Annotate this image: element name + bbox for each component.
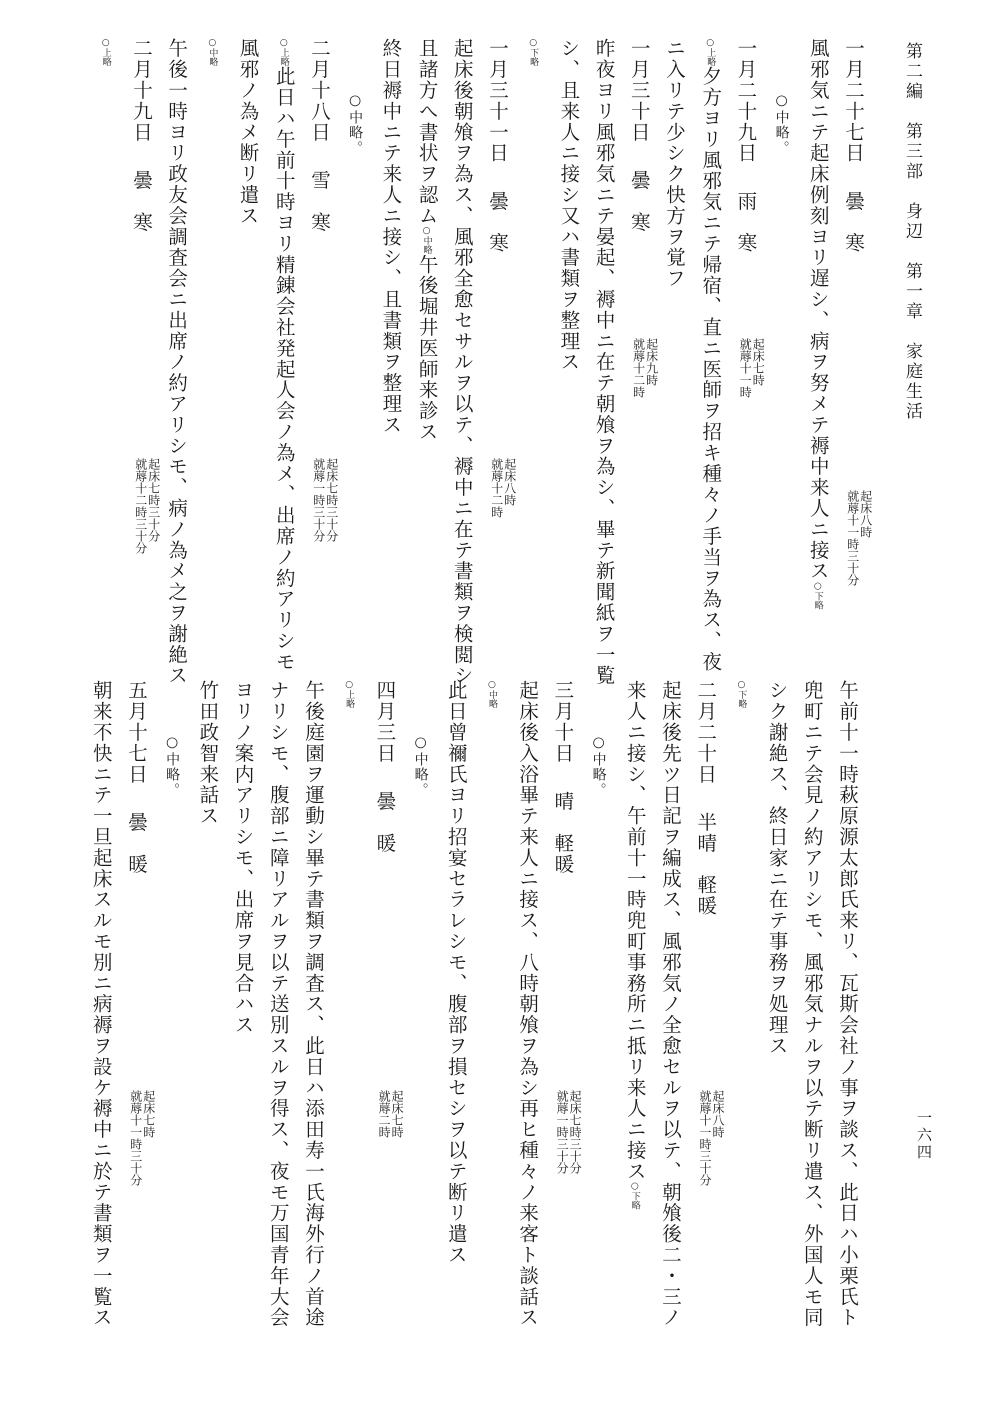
entry-text: 此日曾禰氏ヨリ招宴セラレシモ、腹部ヲ損セシヲ以テ断リ遣ス <box>444 680 468 1266</box>
omission-mark: ○中略。 <box>164 734 181 799</box>
omission-mark: ○中略。 <box>347 92 364 157</box>
wake-bed-note: 起床七時 就蓐二時 <box>377 1090 405 1138</box>
running-title: 第二編 第三部 身辺 第一章 家庭生活 <box>902 42 922 422</box>
omission-mark: ○中略。 <box>412 734 429 799</box>
entry-text: 昨夜ヨリ風邪気ニテ晏起、褥中ニ在テ朝飧ヲ為シ、畢テ新聞紙ヲ一覧 <box>592 38 616 686</box>
upper-diary-block <box>88 38 873 686</box>
entry-text: 兜町ニテ会見ノ約アリシモ、風邪気ナルヲ以テ断リ遣ス、外国人モ同 <box>800 680 824 1328</box>
entry-text: 竹田政智来話ス <box>196 680 220 827</box>
wake-bed-note: 起床七時三十分 就蓐一時三十分 <box>555 1090 583 1174</box>
omission-mark: ○上略 <box>344 680 355 708</box>
entry-heading: 二月十八日雪 寒 起床七時三十分 就蓐一時三十分 <box>307 38 339 542</box>
entry-text: 午後庭園ヲ運動シ畢テ書類ヲ調査ス、此日ハ添田寿一氏海外行ノ首途 <box>301 680 325 1328</box>
entry-text: ナリシモ、腹部ニ障リアルヲ以テ送別スルヲ得ス、夜モ万国青年大会 <box>266 680 290 1328</box>
wake-bed-note: 起床七時三十分 就蓐十二時三十分 <box>133 458 161 554</box>
entry-text: 朝来不快ニテ一旦起床スルモ別ニ病褥ヲ設ケ褥中ニ於テ書類ヲ一覧ス <box>89 680 113 1328</box>
page-number: 一六四 <box>915 1110 933 1161</box>
entry-heading: 二月十九日曇 寒 起床七時三十分 就蓐十二時三十分 <box>129 38 161 554</box>
entry-heading: 一月三十一日曇 寒 起床八時 就蓐十二時 <box>485 38 517 518</box>
wake-bed-note: 起床八時 就蓐十二時 <box>489 458 517 518</box>
entry-heading: 一月三十日曇 寒 起床九時 就蓐十二時 <box>627 38 659 398</box>
entry-text: シ、且来人ニ接シ又ハ書類ヲ整理ス <box>557 38 581 373</box>
omission-mark: ○下略 <box>528 38 539 66</box>
omission-mark: ○中略。 <box>590 734 607 799</box>
wake-bed-note: 起床七時三十分 就蓐一時三十分 <box>311 458 339 542</box>
entry-text: ○上略此日ハ午前十時ヨリ精錬会社発起人会ノ為メ、出席ノ約アリシモ <box>272 38 296 673</box>
entry-text: 午後一時ヨリ政友会調査会ニ出席ノ約アリシモ、病ノ為メ之ヲ謝絶ス <box>165 38 189 686</box>
entry-text: ○上略夕方ヨリ風邪気ニテ帰宿、直ニ医師ヲ招キ種々ノ手当ヲ為ス、夜 <box>699 38 723 673</box>
entry-heading: 五月十七日曇 暖 起床七時 就蓐十一時三十分 <box>124 680 156 1186</box>
entry-text: 午前十一時萩原源太郎氏来リ、瓦斯会社ノ事ヲ談ス、此日ハ小栗氏ト <box>836 680 859 1328</box>
wake-bed-note: 起床八時 就蓐十一時三十分 <box>845 490 873 586</box>
lower-diary-block <box>84 680 865 1370</box>
wake-bed-note: 起床七時 就蓐十一時 <box>738 338 766 398</box>
entry-text: 且諸方へ書状ヲ認ム○中略午後堀井医師来診ス <box>415 38 439 443</box>
wake-bed-note: 起床九時 就蓐十二時 <box>631 338 659 398</box>
entry-heading: 四月三日曇 暖 起床七時 就蓐二時 <box>373 680 405 1138</box>
entry-heading: 一月二十九日雨 寒 起床七時 就蓐十一時 <box>734 38 766 398</box>
entry-text: 来人ニ接シ、午前十一時兜町事務所ニ抵リ来人ニ接ス○下略 <box>623 680 647 1210</box>
entry-heading: 一月二十七日曇 寒 起床八時 就蓐十一時三十分 <box>842 38 873 586</box>
entry-text: ニ入リテ少シク快方ヲ覚フ <box>662 38 686 289</box>
entry-text: 風邪ノ為メ断リ遣ス <box>236 38 260 227</box>
entry-heading: 二月二十日半晴 軽暖 起床八時 就蓐十一時三十分 <box>694 680 725 1186</box>
entry-text: 起床後先ツ日記ヲ編成ス、風邪気ノ全愈セルヲ以テ、朝飧後二・三ノ <box>658 680 682 1328</box>
entry-text: 起床後入浴畢テ来人ニ接ス、八時朝飧ヲ為シ再ヒ種々ノ来客ト談話ス <box>516 680 540 1328</box>
omission-mark: ○上略 <box>100 38 111 66</box>
entry-text: 風邪気ニテ起床例刻ヨリ遅シ、病ヲ努メテ褥中来人ニ接ス○下略 <box>806 38 830 610</box>
entry-heading: 三月十日晴 軽暖 起床七時三十分 就蓐一時三十分 <box>551 680 583 1174</box>
omission-mark: ○中略 <box>207 38 218 66</box>
entry-text: 終日褥中ニテ来人ニ接シ、且書類ヲ整理ス <box>379 38 403 436</box>
wake-bed-note: 起床七時 就蓐十一時三十分 <box>128 1090 156 1186</box>
wake-bed-note: 起床八時 就蓐十一時三十分 <box>697 1090 725 1186</box>
omission-mark: ○中略。 <box>773 92 790 157</box>
entry-text: ヨリノ案内アリシモ、出席ヲ見合ハス <box>231 680 255 1036</box>
omission-mark: ○中略 <box>486 680 497 708</box>
entry-text: シク謝絶ス、終日家ニ在テ事務ヲ処理ス <box>765 680 789 1057</box>
omission-mark: ○下略 <box>736 680 747 708</box>
entry-text: 起床後朝飧ヲ為ス、風邪全愈セサルヲ以テ、褥中ニ在テ書類ヲ検閲シ <box>450 38 474 686</box>
